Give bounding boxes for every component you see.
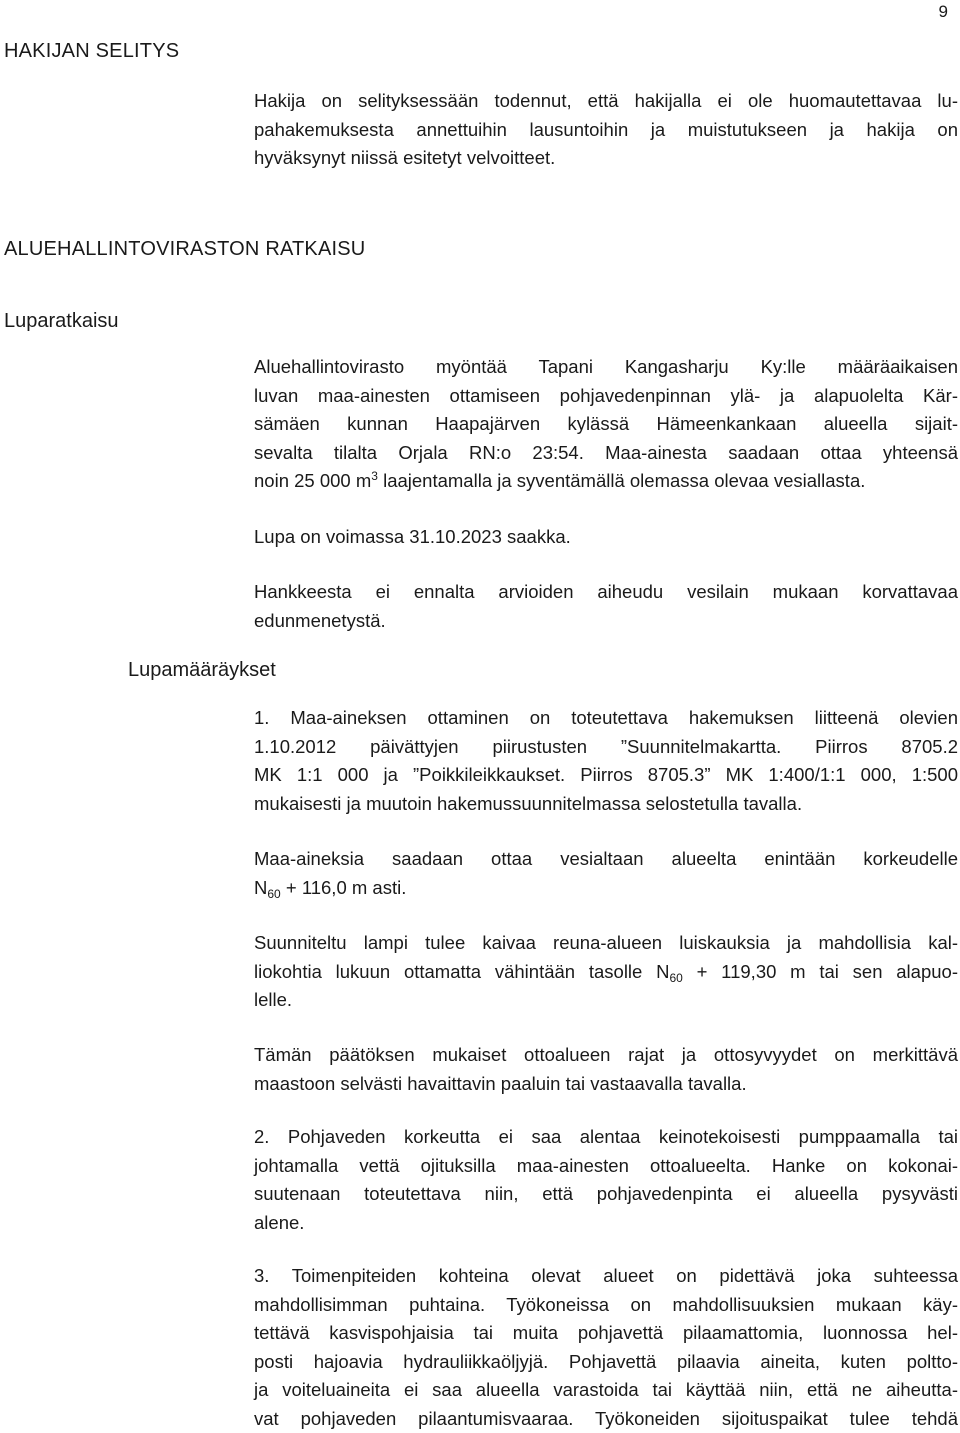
text-line: maastoon selvästi havaittavin paaluin tai vastaavalla tavalla.: [254, 1070, 958, 1099]
text-line: [254, 958, 958, 987]
text-line: [254, 467, 958, 496]
pond-paragraph: [254, 929, 958, 1015]
text-line: suutenaan toteutettava niin, että pohjavedenpinta ei alueella pysyvästi: [254, 1180, 958, 1209]
side-label-lupamaaraykset: Lupamääräykset: [128, 659, 276, 682]
text-line: 1. Maa-aineksen ottaminen on toteutettava hakemuksen liitteenä olevien: [254, 704, 958, 733]
text-line: Lupa on voimassa 31.10.2023 saakka.: [254, 523, 958, 552]
item-1-paragraph: [254, 704, 958, 818]
subscript: 60: [267, 887, 280, 901]
compensation-paragraph: [254, 578, 958, 635]
text-line: posti hajoavia hydrauliikkaöljyjä. Pohjavettä pilaavia aineita, kuten poltto-: [254, 1348, 958, 1377]
text-line: edunmenetystä.: [254, 607, 958, 636]
subscript: 60: [669, 971, 682, 985]
text-line: ja voiteluaineita ei saa alueella varastoida tai käyttää niin, että ne aiheutta-: [254, 1376, 958, 1405]
superscript: 3: [371, 469, 378, 483]
page-number: 9: [939, 2, 948, 22]
text-line: sämäen kunnan Haapajärven kylässä Hämeenkankaan alueella sijait-: [254, 410, 958, 439]
item-3-paragraph: [254, 1262, 958, 1433]
text-line: Suunniteltu lampi tulee kaivaa reuna-alueen luiskauksia ja mahdollisia kal-: [254, 929, 958, 958]
section-heading-hakijan-selitys: HAKIJAN SELITYS: [4, 40, 179, 63]
text-line: MK 1:1 000 ja ”Poikkileikkaukset. Piirros 8705.3” MK 1:400/1:1 000, 1:500: [254, 761, 958, 790]
section-heading-ratkaisu: ALUEHALLINTOVIRASTON RATKAISU: [4, 238, 365, 261]
text-line: Aluehallintovirasto myöntää Tapani Kangasharju Ky:lle määräaikaisen: [254, 353, 958, 382]
text-line: Maa-aineksia saadaan ottaa vesialtaan alueelta enintään korkeudelle: [254, 845, 958, 874]
text-line: alene.: [254, 1209, 958, 1238]
text-fragment: N: [254, 877, 267, 898]
text-line: mahdollisimman puhtaina. Työkoneissa on mahdollisuuksien mukaan käy-: [254, 1291, 958, 1320]
text-fragment: + 119,30 m tai sen alapuo-: [683, 961, 958, 982]
marking-paragraph: [254, 1041, 958, 1098]
text-line: vat pohjaveden pilaantumisvaaraa. Työkoneiden sijoituspaikat tulee tehdä: [254, 1405, 958, 1433]
text-line: tettävä kasvispohjaisia tai muita pohjavettä pilaamattomia, luonnossa hel-: [254, 1319, 958, 1348]
text-line: pahakemuksesta annettuihin lausuntoihin ja muistutukseen ja hakija on: [254, 116, 958, 145]
text-line: Hankkeesta ei ennalta arvioiden aiheudu vesilain mukaan korvattavaa: [254, 578, 958, 607]
text-line: 3. Toimenpiteiden kohteina olevat alueet on pidettävä joka suhteessa: [254, 1262, 958, 1291]
text-line: mukaisesti ja muutoin hakemussuunnitelmassa selostetulla tavalla.: [254, 790, 958, 819]
text-fragment: + 116,0 m asti.: [281, 877, 407, 898]
text-line: lelle.: [254, 986, 958, 1015]
side-label-luparatkaisu: Luparatkaisu: [4, 310, 119, 333]
text-line: hyväksynyt niissä esitetyt velvoitteet.: [254, 144, 958, 173]
level-paragraph: [254, 845, 958, 902]
text-line: Tämän päätöksen mukaiset ottoalueen rajat ja ottosyvyydet on merkittävä: [254, 1041, 958, 1070]
text-fragment: laajentamalla ja syventämällä olemassa olevaa vesiallasta.: [378, 470, 865, 491]
text-line: [254, 874, 958, 903]
text-line: luvan maa-ainesten ottamiseen pohjavedenpinnan ylä- ja alapuolelta Kär-: [254, 382, 958, 411]
text-line: sevalta tilalta Orjala RN:o 23:54. Maa-ainesta saadaan ottaa yhteensä: [254, 439, 958, 468]
text-line: 2. Pohjaveden korkeutta ei saa alentaa keinotekoisesti pumppaamalla tai: [254, 1123, 958, 1152]
hakijan-selitys-paragraph: [254, 87, 958, 173]
text-line: Hakija on selityksessään todennut, että hakijalla ei ole huomautettavaa lu-: [254, 87, 958, 116]
validity-paragraph: [254, 523, 958, 552]
text-fragment: liokohtia lukuun ottamatta vähintään tasolle N: [254, 961, 669, 982]
text-fragment: noin 25 000 m: [254, 470, 371, 491]
item-2-paragraph: [254, 1123, 958, 1237]
luparatkaisu-paragraph: [254, 353, 958, 496]
text-line: 1.10.2012 päivättyjen piirustusten ”Suunnitelmakartta. Piirros 8705.2: [254, 733, 958, 762]
text-line: johtamalla vettä ojituksilla maa-ainesten ottoalueelta. Hanke on kokonai-: [254, 1152, 958, 1181]
